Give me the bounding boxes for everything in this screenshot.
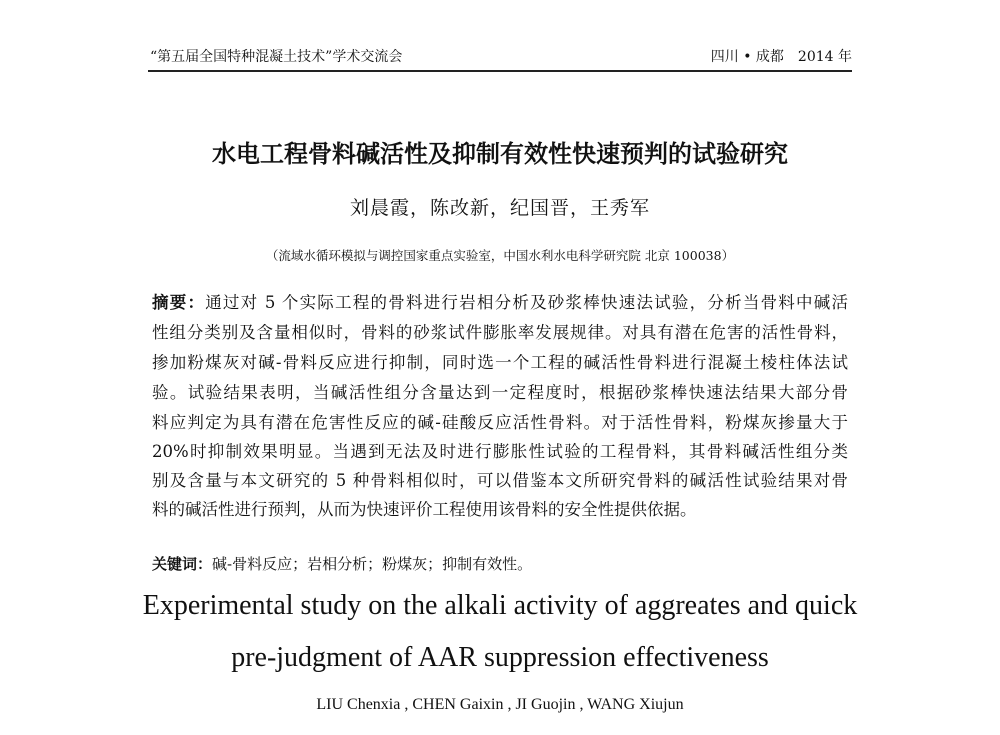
english-title-line1: Experimental study on the alkali activity of aggreates and quick [142, 590, 858, 621]
abstract-label: 摘要： [152, 293, 206, 312]
keywords: 关键词：碱-骨料反应；岩相分析；粉煤灰；抑制有效性。 [152, 555, 533, 573]
authors: 刘晨霞，陈改新，纪国晋，王秀军 [349, 197, 650, 219]
abstract-line: 料的碱活性进行预判，从而为快速评价工程使用该骨料的安全性提供依据。 [152, 500, 697, 519]
abstract-line: 摘要：通过对 5 个实际工程的骨料进行岩相分析及砂浆棒快速法试验，分析当骨料中碱活 [152, 293, 848, 312]
abstract-line: 验。试验结果表明，当碱活性组分含量达到一定程度时，根据砂浆棒快速法结果大部分骨 [152, 383, 848, 402]
abstract-line: 料应判定为具有潜在危害性反应的碱-硅酸反应活性骨料。对于活性骨料，粉煤灰掺量大于 [152, 413, 848, 432]
conference-header: “第五届全国特种混凝土技术”学术交流会 [150, 49, 403, 65]
english-authors: LIU Chenxia , CHEN Gaixin , JI Guojin , WANG Xiujun [316, 696, 684, 713]
english-title-line2: pre-judgment of AAR suppression effectiveness [231, 642, 769, 673]
abstract-line: 别及含量与本文研究的 5 种骨料相似时，可以借鉴本文所研究骨料的碱活性试验结果对骨 [152, 471, 848, 490]
abstract-line: 掺加粉煤灰对碱-骨料反应进行抑制，同时选一个工程的碱活性骨料进行混凝土棱柱体法试 [152, 353, 848, 372]
abstract-line: 20%时抑制效果明显。当遇到无法及时进行膨胀性试验的工程骨料，其骨料碱活性组分类 [152, 442, 848, 461]
abstract-line: 性组分类别及含量相似时，骨料的砂浆试件膨胀率发展规律。对具有潜在危害的活性骨料， [152, 323, 848, 342]
affiliation: （流域水循环模拟与调控国家重点实验室，中国水利水电科学研究院 北京 100038） [265, 248, 735, 263]
location-year: 四川 • 成都 2014 年 [710, 49, 852, 65]
paper-title: 水电工程骨料碱活性及抑制有效性快速预判的试验研究 [212, 139, 788, 168]
header-rule [148, 70, 852, 72]
